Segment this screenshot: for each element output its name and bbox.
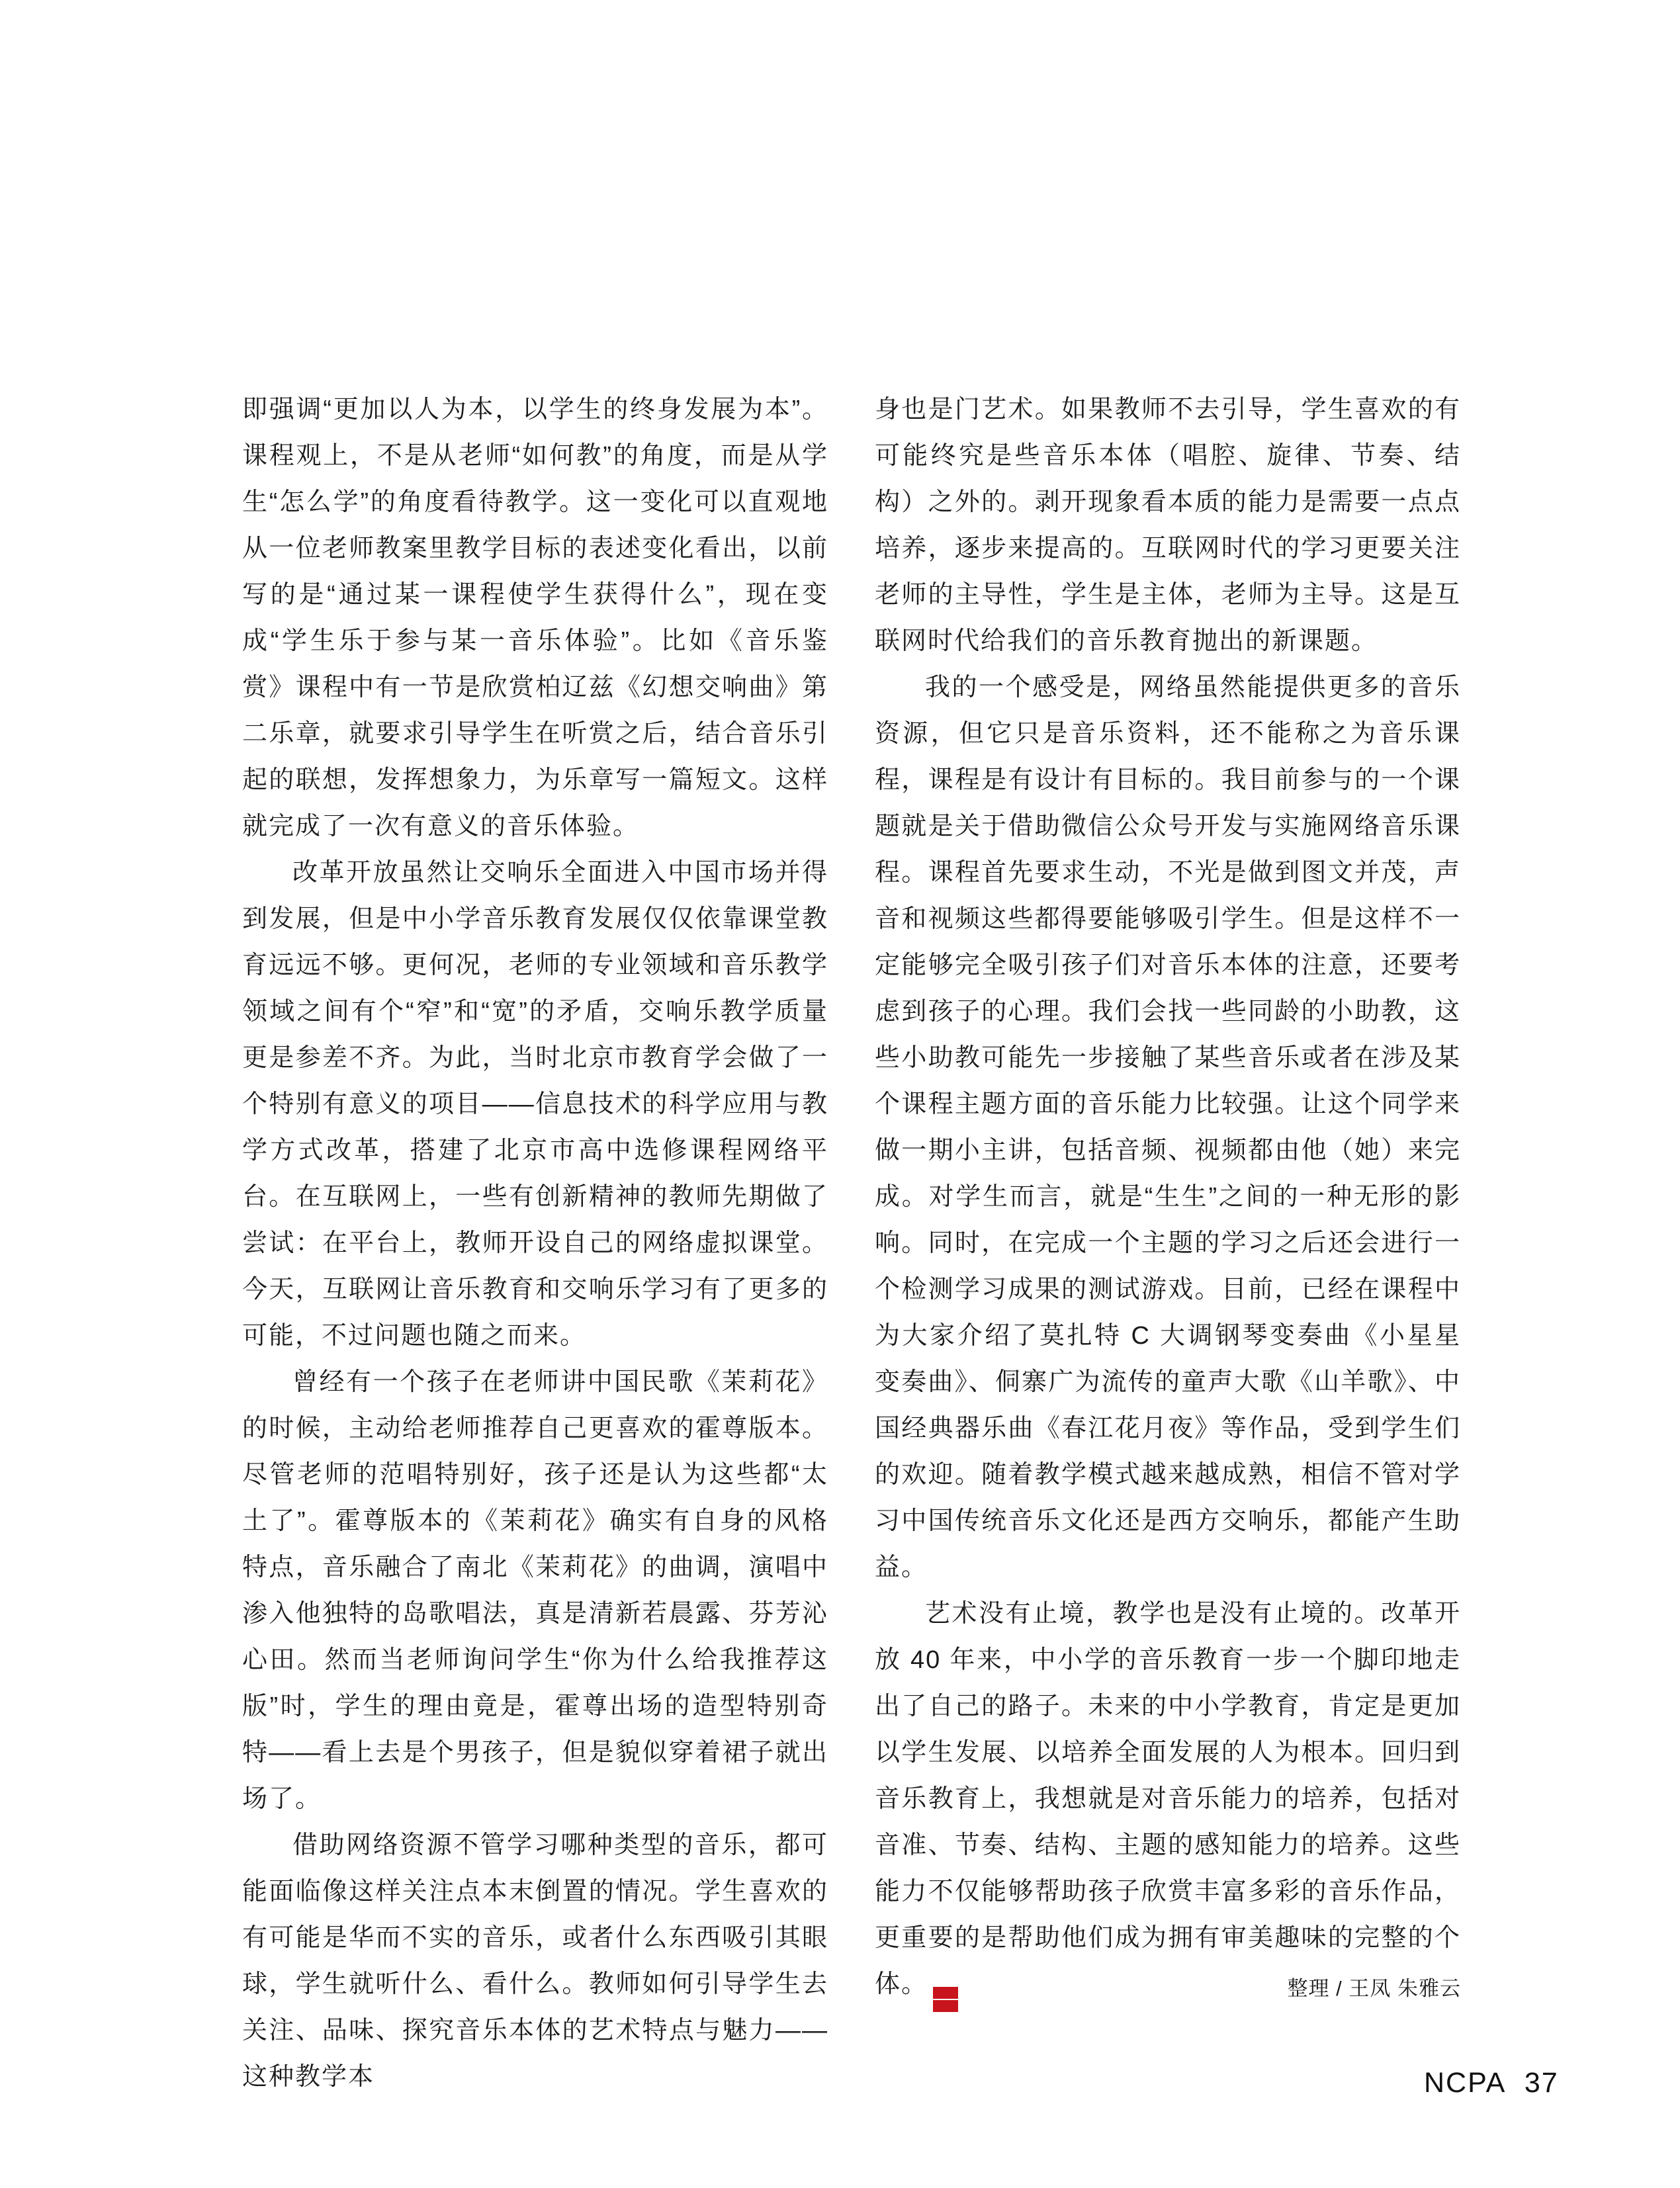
paragraph-text: 身也是门艺术。如果教师不去引导，学生喜欢的有可能终究是些音乐本体（唱腔、旋律、节奏、结构）之外的。剥开现象看本质的能力是需要一点点培养，逐步来提高的。互联网时代的学习更要关注老师的主导性，学生是主体，老师为主导。这是互联网时代给我们的音乐教育抛出的新课题。 (875, 396, 1461, 655)
text-column-left (242, 386, 828, 2100)
paragraph (242, 850, 828, 1359)
paragraph-text: 我的一个感受是，网络虽然能提供更多的音乐资源，但它只是音乐资料，还不能称之为音乐课程，课程是有设计有目标的。我目前参与的一个课题就是关于借助微信公众号开发与实施网络音乐课程。课程首先要求生动，不光是做到图文并茂，声音和视频这些都得要能够吸引学生。但是这样不一定能够完全吸引孩子们对音乐本体的注意，还要考虑到孩子的心理。我们会找一些同龄的小助教，这些小助教可能先一步接触了某些音乐或者在涉及某个课程主题方面的音乐能力比较强。让这个同学来做一期小主讲，包括音频、视频都由他（她）来完成。对学生而言，就是“生生”之间的一种无形的影响。同时，在完成一个主题的学习之后还会进行一个检测学习成果的测试游戏。目前，已经在课程中为大家介绍了莫扎特 C 大调钢琴变奏曲《小星星变奏曲》、侗寨广为流传的童声大歌《山羊歌》、中国经典器乐曲《春江花月夜》等作品，受到学生们的欢迎。随着教学模式越来越成熟，相信不管对学习中国传统音乐文化还是西方交响乐，都能产生助益。 (875, 674, 1461, 1581)
paragraph (875, 664, 1461, 1591)
paragraph-text: 曾经有一个孩子在老师讲中国民歌《茉莉花》的时候，主动给老师推荐自己更喜欢的霍尊版本。尽管老师的范唱特别好，孩子还是认为这些都“太土了”。霍尊版本的《茉莉花》确实有自身的风格特点，音乐融合了南北《茉莉花》的曲调，演唱中渗入他独特的岛歌唱法，真是清新若晨露、芬芳沁心田。然而当老师询问学生“你为什么给我推荐这版”时，学生的理由竟是，霍尊出场的造型特别奇特——看上去是个男孩子，但是貌似穿着裙子就出场了。 (242, 1368, 828, 1813)
paragraph (242, 386, 828, 850)
ncpa-end-mark-line2: PA (963, 1999, 979, 2011)
paragraph (875, 386, 1461, 664)
paragraph-text: 借助网络资源不管学习哪种类型的音乐，都可能面临像这样关注点本末倒置的情况。学生喜欢的有可能是华而不实的音乐，或者什么东西吸引其眼球，学生就听什么、看什么。教师如何引导学生去关注、品味、探究音乐本体的艺术特点与魅力——这种教学本 (242, 1831, 828, 2091)
paragraph (875, 1591, 1461, 2012)
paragraph-text: 艺术没有止境，教学也是没有止境的。改革开放 40 年来，中小学的音乐教育一步一个脚印地走出了自己的路子。未来的中小学教育，肯定是更加以学生发展、以培养全面发展的人为根本。回归到音乐教育上，我想就是对音乐能力的培养，包括对音准、节奏、结构、主题的感知能力的培养。这些能力不仅能够帮助孩子欣赏丰富多彩的音乐作品，更重要的是帮助他们成为拥有审美趣味的完整的个体。 (875, 1600, 1461, 1998)
ncpa-end-mark-line1: NC (911, 1988, 980, 2000)
text-column-right (875, 386, 1461, 2012)
paragraph (242, 1822, 828, 2100)
paragraph (242, 1359, 828, 1822)
paragraph-text: 改革开放虽然让交响乐全面进入中国市场并得到发展，但是中小学音乐教育发展仅仅依靠课堂教育远远不够。更何况，老师的专业领域和音乐教学领域之间有个“窄”和“宽”的矛盾，交响乐教学质量更是参差不齐。为此，当时北京市教育学会做了一个特别有意义的项目——信息技术的科学应用与教学方式改革，搭建了北京市高中选修课程网络平台。在互联网上，一些有创新精神的教师先期做了尝试：在平台上，教师开设自己的网络虚拟课堂。今天，互联网让音乐教育和交响乐学习有了更多的可能，不过问题也随之而来。 (242, 859, 828, 1350)
page-number: NCPA 37 (1424, 2067, 1559, 2099)
credit-line: 整理 / 王凤 朱雅云 (1287, 1977, 1461, 2000)
paragraph-text: 即强调“更加以人为本，以学生的终身发展为本”。课程观上，不是从老师“如何教”的角度，而是从学生“怎么学”的角度看待教学。这一变化可以直观地从一位老师教案里教学目标的表述变化看出，以前写的是“通过某一课程使学生获得什么”，现在变成“学生乐于参与某一音乐体验”。比如《音乐鉴赏》课程中有一节是欣赏柏辽兹《幻想交响曲》第二乐章，就要求引导学生在听赏之后，结合音乐引起的联想，发挥想象力，为乐章写一篇短文。这样就完成了一次有意义的音乐体验。 (242, 396, 828, 840)
